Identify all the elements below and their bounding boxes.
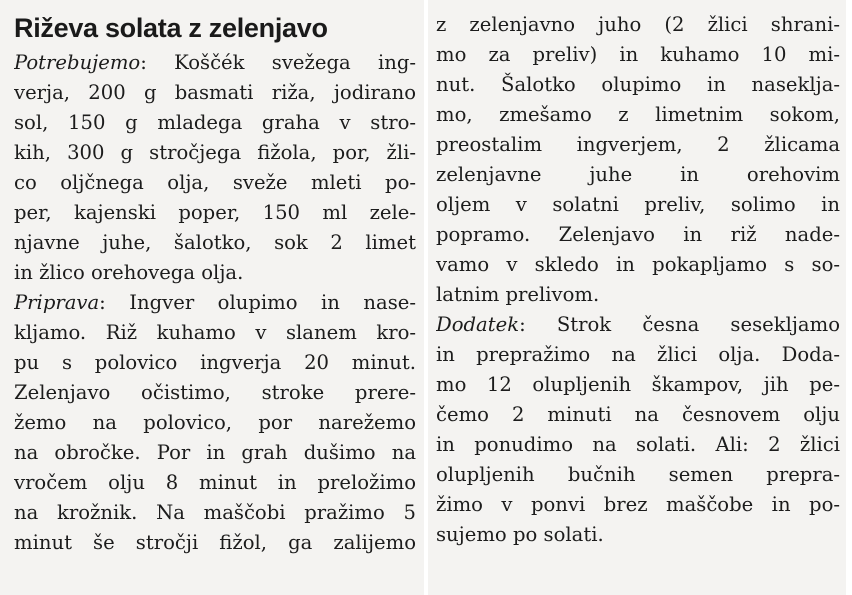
text-line <box>14 78 416 108</box>
line-text: : Strok česna sesekljamo <box>519 313 840 336</box>
line-text: co oljčnega olja, sveže mleti po- <box>14 171 416 194</box>
line-text: latnim prelivom. <box>436 283 600 306</box>
text-line <box>436 280 840 310</box>
text-line <box>436 160 840 190</box>
line-text: minut še stročji fižol, ga zalijemo <box>14 531 416 554</box>
line-text: mo za preliv) in kuhamo 10 mi- <box>436 43 840 66</box>
line-text: verja, 200 g basmati riža, jodirano <box>14 81 416 104</box>
text-line <box>14 138 416 168</box>
line-text: njavne juhe, šalotko, sok 2 limet <box>14 231 416 254</box>
text-line <box>14 438 416 468</box>
text-line <box>436 340 840 370</box>
line-text: : Ingver olupimo in nase- <box>99 291 416 314</box>
section-lead: Potrebujemo <box>14 51 141 74</box>
right-column <box>428 0 846 595</box>
left-column <box>0 0 424 595</box>
line-text: kljamo. Riž kuhamo v slanem kro- <box>14 321 416 344</box>
right-column-text <box>436 10 840 550</box>
line-text: oljem v solatni preliv, solimo in <box>436 193 840 216</box>
line-text: popramo. Zelenjavo in riž nade- <box>436 223 840 246</box>
text-line <box>14 198 416 228</box>
line-text: sujemo po solati. <box>436 523 604 546</box>
section-lead: Priprava <box>14 291 100 314</box>
line-text: na krožnik. Na maščobi pražimo 5 <box>14 501 416 524</box>
text-line <box>14 378 416 408</box>
line-text: mo, zmešamo z limetnim sokom, <box>436 103 840 126</box>
line-text: žemo na polovico, por narežemo <box>14 411 416 434</box>
text-line <box>14 228 416 258</box>
line-text: nut. Šalotko olupimo in nasekljа- <box>436 73 840 96</box>
text-line <box>14 168 416 198</box>
line-text: in prepražimo na žlici olja. Doda- <box>436 343 840 366</box>
text-line <box>14 348 416 378</box>
line-text: vročem olju 8 minut in preložimo <box>14 471 416 494</box>
line-text: preostalim ingverjem, 2 žlicama <box>436 133 840 156</box>
text-line <box>14 108 416 138</box>
text-line <box>436 310 840 340</box>
text-line <box>436 220 840 250</box>
line-text: in ponudimo na solati. Ali: 2 žlici <box>436 433 840 456</box>
line-text: per, kajenski poper, 150 ml zele- <box>14 201 416 224</box>
section-lead: Dodatek <box>436 313 520 336</box>
text-line <box>14 408 416 438</box>
text-line <box>14 318 416 348</box>
text-line <box>436 370 840 400</box>
text-line <box>14 468 416 498</box>
text-line <box>436 400 840 430</box>
text-line <box>436 460 840 490</box>
line-text: zelenjavne juhe in orehovim <box>436 163 840 186</box>
text-line <box>436 40 840 70</box>
line-text: vamo v skledo in pokapljamo s so- <box>436 253 840 276</box>
text-line <box>436 490 840 520</box>
text-line <box>436 100 840 130</box>
line-text: : Koščék svežega ing- <box>140 51 416 74</box>
text-line <box>436 430 840 460</box>
text-line <box>14 258 416 288</box>
line-text: na obročke. Por in grah dušimo na <box>14 441 416 464</box>
text-line <box>436 10 840 40</box>
recipe-title: Riževa solata z zelenjavo <box>14 13 328 43</box>
line-text: sol, 150 g mladega graha v stro- <box>14 111 416 134</box>
text-line <box>436 520 840 550</box>
text-line <box>436 250 840 280</box>
text-line <box>436 190 840 220</box>
line-text: mo 12 olupljenih škampov, jih pe- <box>436 373 840 396</box>
text-line <box>14 288 416 318</box>
line-text: in žlico orehovega olja. <box>14 261 244 284</box>
line-text: olupljenih bučnih semen prepra- <box>436 463 840 486</box>
text-line <box>436 130 840 160</box>
text-line <box>436 70 840 100</box>
line-text: žimo v ponvi brez maščobe in po- <box>436 493 840 516</box>
line-text: z zelenjavno juho (2 žlici shrani- <box>436 13 840 36</box>
line-text: pu s polovico ingverja 20 minut. <box>14 351 416 374</box>
line-text: kih, 300 g stročjega fižola, por, žli- <box>14 141 416 164</box>
line-text: čemo 2 minuti na česnovem olju <box>436 403 840 426</box>
text-line <box>14 498 416 528</box>
text-line <box>14 528 416 558</box>
line-text: Zelenjavo očistimo, stroke prere- <box>14 381 416 404</box>
text-line <box>14 48 416 78</box>
left-column-text <box>14 48 416 558</box>
